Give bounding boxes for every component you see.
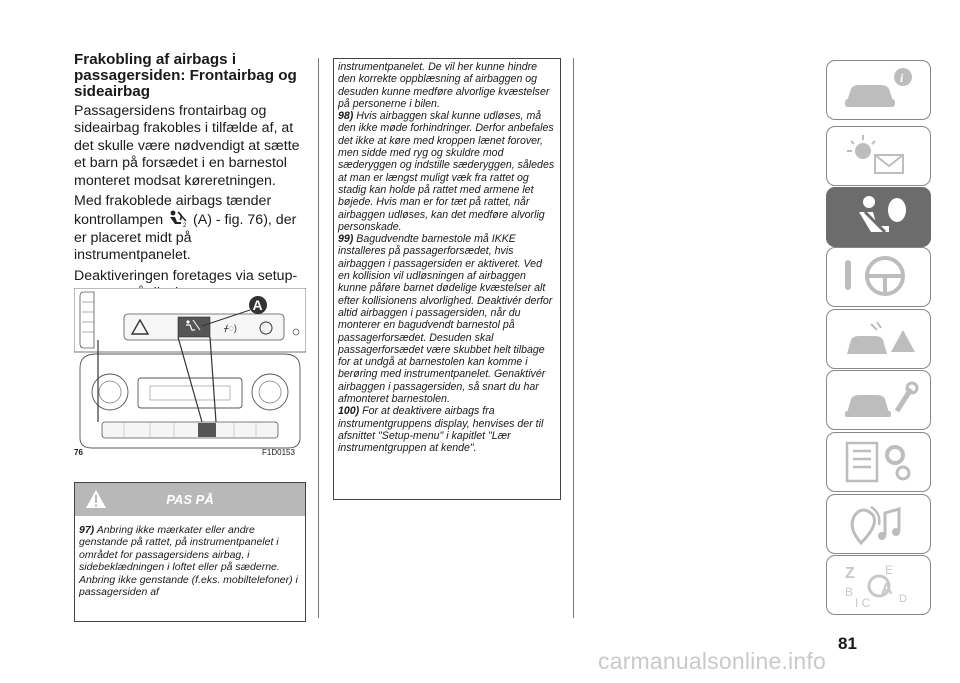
svg-text:i: i — [900, 71, 904, 85]
note-97-text: Anbring ikke mærkater eller andre genstande på rattet, på instrumentpanelet i området for passagersidens airbag, i sidebeklædningen i loftet eller på sæderne. Anbring ikke genstande (f.eks. mobiltelefoner) i passagersiden af — [79, 524, 298, 599]
steering-key-icon — [841, 252, 921, 302]
paragraph-1: Passagersidens frontairbag og sideairbag frakobles i tilfælde af, at det skulle være nødvendigt at sætte et barn på forsædet i en barnestol monteret modsat køreretningen. — [74, 103, 300, 189]
svg-text:I C: I C — [855, 596, 871, 610]
svg-text:Z: Z — [845, 565, 855, 582]
note-97-continued: instrumentpanelet. De vil her kunne hindre den korrekte oppblæsning af airbaggen og desuden kunne medføre alvorlige kvæstelser på personerne i bilen. — [338, 61, 550, 110]
note-97-number: 97) — [79, 524, 95, 536]
svg-text:2: 2 — [183, 223, 187, 229]
svg-text:ᚋ◌): ᚋ◌) — [224, 323, 237, 333]
chapter-tab-car-info[interactable] — [826, 60, 931, 120]
section-heading: Frakobling af airbags i passagersiden: Frontairbag og sideairbag — [74, 51, 297, 100]
watermark: carmanualsonline.info — [598, 648, 826, 674]
paragraph-2-end: (A) - fig. 76), der er placeret midt på instrumentpanelet. — [74, 212, 297, 264]
airbag-off-icon — [167, 210, 189, 228]
callout-A: A — [252, 297, 263, 313]
crash-icon — [841, 314, 921, 364]
chapter-tab-warning-lights[interactable] — [826, 126, 931, 186]
chapter-tab-driving[interactable] — [826, 247, 931, 307]
figure-number: 76 — [74, 448, 83, 457]
chapter-tab-technical[interactable] — [826, 432, 931, 492]
chapter-tab-safety[interactable] — [826, 187, 931, 247]
note-99-number: 99) — [338, 233, 354, 246]
chapter-tab-emergency[interactable] — [826, 309, 931, 369]
note-98-number: 98) — [338, 110, 354, 123]
warning-lights-icon — [841, 131, 921, 181]
paragraph-2-start: Med frakoblede airbags tænder kontrollampen — [74, 193, 272, 229]
paragraph-2 — [74, 193, 306, 265]
caution-title: PAS PÅ — [166, 492, 214, 507]
notes-column — [333, 58, 561, 500]
note-100-text: For at deaktivere airbags fra instrumentgruppens display, henvises der til afsnittet "Setup-menu" i kapitlet "Lær instrumentgruppen at kende". — [338, 405, 544, 455]
note-99-text: Bagudvendte barnestole må IKKE installeres på passagerforsædet, hvis airbaggen i passagersiden er aktiveret. Ved en kollision vil udløsningen af airbaggen kunne påføre barnet dødelige kvæstelser alt efter kollisionens alvorlighed. Deaktivér derfor altid airbaggen i passagersiden, når du monterer en bagudvendt barnestol på passagerforsædet. Desuden skal passagerforsædet være skubbet helt tilbage for at undgå at barnestolen kan komme i berøring med instrumentpanelet. Genaktivér airbaggen i passagersiden, så snart du har afmonteret barnestolen. — [338, 233, 553, 406]
chapter-tab-multimedia[interactable] — [826, 494, 931, 554]
airbag-lamp-icon — [178, 317, 210, 337]
paragraph-3: Deaktiveringen foretages via setup- — [74, 267, 298, 284]
page-number: 81 — [838, 634, 857, 653]
main-column — [74, 52, 306, 318]
notes-content — [334, 59, 560, 455]
note-98-text: Hvis airbaggen skal kunne udløses, må den ikke møde forhindringer. Derfor anbefales det ikke at køre med kroppen lænet forover, men sidde med ryg og skuldre mod sæderyggen og indstille sæderyggen, således at man er længst muligt væk fra rattet og stadig kan holde på rattet med armene let bøjede. Hvis man er for tæt på rattet, når airbaggen udløses, kan det medføre alvorlig personskade. — [338, 110, 555, 233]
airbag-seat-icon — [841, 192, 921, 242]
media-nav-icon — [841, 499, 921, 549]
chapter-tab-index[interactable] — [826, 555, 931, 615]
note-97 — [75, 516, 305, 598]
svg-text:A: A — [881, 581, 893, 598]
svg-text:B: B — [845, 585, 854, 599]
dashboard-figure — [74, 288, 306, 460]
car-service-icon — [841, 375, 921, 425]
caution-header — [75, 483, 305, 516]
column-divider-2 — [573, 58, 574, 618]
settings-list-icon — [841, 437, 921, 487]
svg-text:E: E — [885, 563, 894, 577]
car-info-icon — [841, 65, 921, 115]
caution-box — [74, 482, 306, 622]
svg-text:D: D — [899, 593, 907, 605]
figure-code: F1D0153 — [262, 448, 295, 457]
chapter-tab-service[interactable] — [826, 370, 931, 430]
note-100-number: 100) — [338, 405, 360, 418]
column-divider-1 — [318, 58, 319, 618]
index-letters-icon — [841, 560, 921, 610]
